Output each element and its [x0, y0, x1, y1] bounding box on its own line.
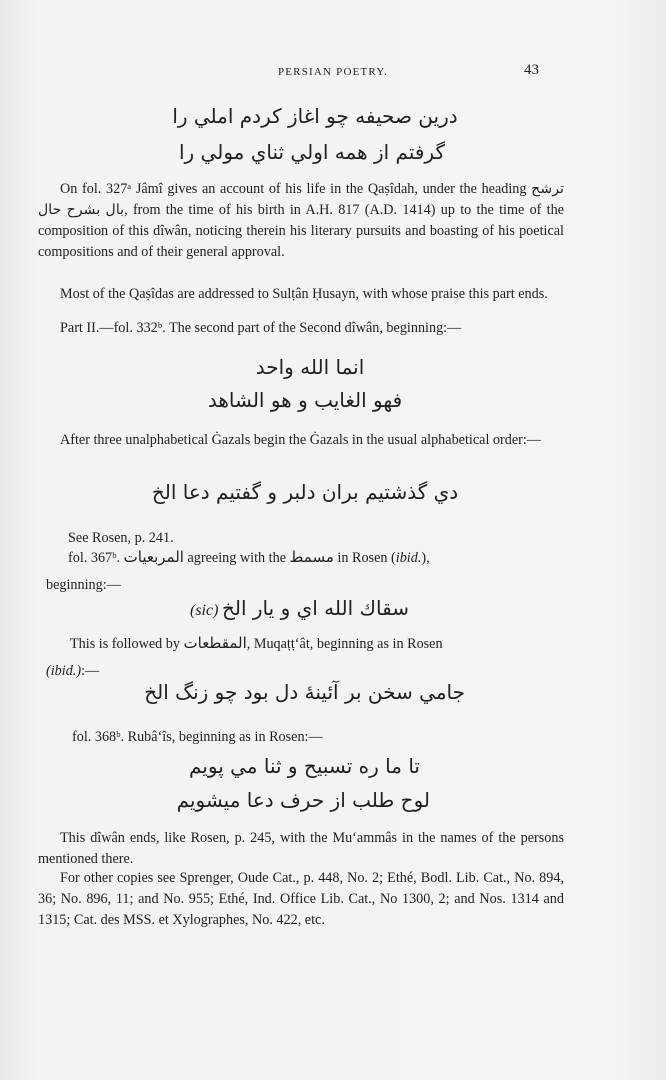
- paragraph-other-copies: For other copies see Sprenger, Oude Cat., p. 448, No. 2; Ethé, Bodl. Lib. Cat., No. 894, 36; No. 896, 11; and No. 955; Ethé, Ind. Office Lib. Cat., No 1300, 2; and Nos. 1314 and 1315; Cat. des MSS. et Xylographes, No. 422, etc.: [38, 870, 564, 928]
- verse-part2-1: انما الله واحد: [255, 355, 365, 379]
- muqattat-arabic: المقطعات: [183, 634, 247, 652]
- paragraph-part-two: Part II.—fol. 332ᵇ. The second part of the Second dîwân, beginning:—: [60, 320, 462, 336]
- fol-367-label: fol. 367ᵇ.: [68, 550, 121, 566]
- muqattat-ibid: (ibid.): [46, 663, 82, 679]
- muqattat-ibid-line: [46, 663, 99, 680]
- verse-gazal: دي گذشتيم بران دلبر و گفتيم دعا الخ: [151, 480, 459, 504]
- verse-sic: سقاك الله اي و يار الخ: [221, 596, 409, 620]
- sic-marker: (sic): [190, 602, 219, 619]
- muqattat-tail: , Muqaṭṭ‘ât, beginning as in Rosen: [246, 636, 443, 652]
- fol-367-line: [68, 548, 430, 567]
- fol-367-ibid: ibid.: [395, 550, 422, 566]
- verse-top-2: گرفتم از همه اولي ثناي مولي را: [178, 140, 445, 164]
- see-rosen-reference: See Rosen, p. 241.: [68, 530, 174, 546]
- muqattat-line: [70, 634, 443, 653]
- fol-367-arabic: المربعيات: [123, 548, 184, 566]
- fol-368-line: fol. 368ᵇ. Rubâ‘îs, beginning as in Rosen:—: [72, 729, 323, 745]
- verse-top-1: درين صحيفه چو اغاز كردم املي را: [172, 104, 458, 128]
- muqattat-after: :—: [81, 663, 100, 679]
- fol-367-tail: in Rosen (: [337, 550, 396, 566]
- running-title: PERSIAN POETRY.: [277, 66, 389, 78]
- page-number: 43: [524, 62, 539, 78]
- fol-367-middle: agreeing with the: [187, 550, 286, 566]
- paragraph-gazals: After three unalphabetical Ġazals begin the Ġazals in the usual alphabetical order:—: [60, 432, 541, 448]
- verse-part2-2: فهو الغايب و هو الشاهد: [207, 388, 403, 412]
- verse-muqattat: جامي سخن بر آئينهٔ دل بود چو زنگ الخ: [144, 680, 465, 704]
- muqattat-lead: This is followed by: [70, 636, 180, 652]
- paragraph-life-account: On fol. 327ᵃ Jâmî gives an account of his life in the Qaṣîdah, under the heading ترشح بال بشرح حال, from the time of his birth in A.H. 817 (A.D. 1414) up to the time of the composition of this dîwân, noticing therein his literary pursuits and boasting of his poetical compositions and of their general approval.: [38, 181, 565, 260]
- paragraph-diwan-ends: This dîwân ends, like Rosen, p. 245, with the Mu‘ammâs in the names of the persons mentioned there.: [38, 830, 564, 867]
- fol-367-tail-after: ),: [421, 550, 430, 566]
- verse-rubai-1: تا ما ره تسبيح و ثنا مي پويم: [188, 754, 420, 778]
- verse-sic-line: [190, 596, 420, 620]
- verse-rubai-2: لوح طلب از حرف دعا ميشويم: [176, 788, 430, 812]
- fol-367-arabic-2: مسمط: [289, 548, 334, 566]
- paragraph-qasidas: Most of the Qaṣîdas are addressed to Sulṭân Ḥusayn, with whose praise this part ends.: [60, 286, 548, 302]
- fol-367-beginning: beginning:—: [46, 577, 121, 593]
